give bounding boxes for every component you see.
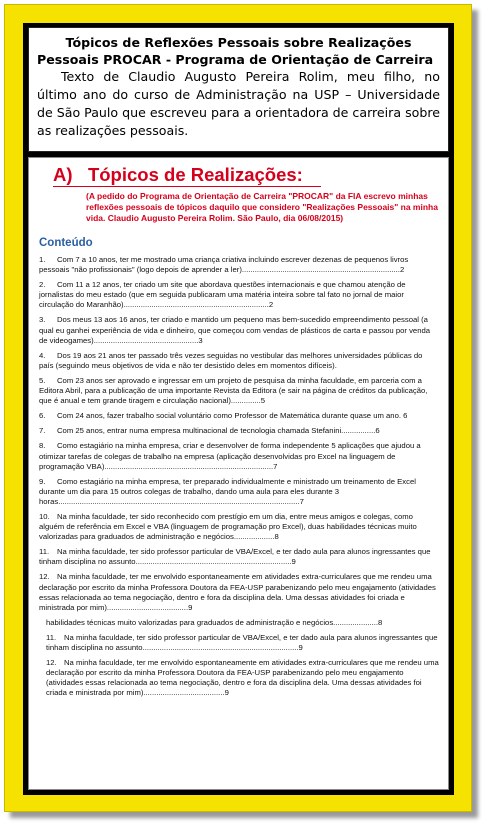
toc-entry-number: 11.	[39, 547, 50, 557]
toc-entry[interactable]	[39, 426, 439, 436]
toc-entry[interactable]	[39, 280, 439, 310]
toc-list-repeat	[39, 618, 439, 699]
toc-entry-text: Com 24 anos, fazer trabalho social voluntário como Professor de Matemática durante quase um ano. 6	[57, 411, 408, 421]
toc-entry[interactable]	[39, 255, 439, 275]
toc-entry-text: Com 23 anos ser aprovado e ingressar em um projeto de pesquisa da minha faculdade, em parceria com a Editora Abril, para a publicação de uma importante Revista da Editora (e sair na página de créditos da publicação, que é anual e tem grande tiragem e circulação nacional)..............5	[39, 375, 428, 406]
toc-entry[interactable]	[39, 512, 439, 542]
section-subtitle: (A pedido do Programa de Orientação de Carreira "PROCAR" da FIA escrevo minhas reflexões pessoais de tópicos daquilo que considero "Realizações Pessoais" na minha vida. Claudio Augusto Pereira Rolim. São Paulo, dia 06/08/2015)	[86, 191, 438, 223]
toc-entry-number: 3.	[39, 315, 46, 325]
document-page	[28, 157, 449, 790]
toc-entry[interactable]	[39, 477, 439, 507]
toc-entry-text: Na minha faculdade, ter me envolvido espontaneamente em atividades extra-curriculares que me rendeu uma declaração por escrito da minha Professora Doutora da FEA-USP parabenizando pelo meu engajamento (atividades essas relacionada ao tema negociação, dentro e fora da disciplina dela. Uma dessas atividades foi criada e ministrada por mim)......................................9	[39, 572, 436, 612]
toc-entry-number: 2.	[39, 280, 46, 290]
toc-entry[interactable]	[39, 376, 439, 406]
toc-entry[interactable]	[39, 351, 439, 371]
toc-entry-text: Com 25 anos, entrar numa empresa multinacional de tecnologia chamada Stefanini................6	[57, 426, 380, 436]
toc-entry[interactable]	[39, 572, 439, 612]
toc-entry[interactable]	[39, 315, 439, 345]
toc-entry-number: 8.	[39, 441, 46, 451]
toc-title: Conteúdo	[39, 237, 93, 249]
header-text: Texto de Claudio Augusto Pereira Rolim, meu filho, no último ano do curso de Administração na USP – Universidade de São Paulo que escreveu para a orientadora de carreira sobre as realizações pessoais.	[37, 69, 440, 138]
toc-entry-text: Na minha faculdade, ter sido reconhecido com prestígio em um dia, entre meus amigos e colegas, como alguém de referência em Excel e VBA (linguagem de programação pro Excel), duas habilidades técnicas muito valorizadas para graduados de administração e negócios...................8	[39, 511, 417, 542]
header-title-line1: Tópicos de Reflexões Pessoais sobre Realizações	[65, 35, 412, 50]
toc-entry-number: 7.	[39, 426, 46, 436]
toc-entry-text: Na minha faculdade, ter me envolvido espontaneamente em atividades extra-curriculares que me rendeu uma declaração por escrito da minha Professora Doutora da FEA-USP parabenizando pelo meu engajamento (atividades essas relacionada ao tema negociação, dentro e fora da disciplina dela. Uma dessas atividades foi criada e ministrada por mim)......................................9	[46, 658, 439, 698]
section-underline	[53, 186, 321, 187]
toc-entry-number: 1.	[39, 255, 46, 264]
toc-entry-number: 5.	[39, 375, 46, 385]
header-box	[28, 27, 449, 152]
toc-entry-number: 9.	[39, 476, 46, 486]
toc-entry-number: 6.	[39, 411, 46, 421]
toc-entry-number: 10.	[39, 511, 50, 521]
toc-entry-text: Como estagiário na minha empresa, ter preparado individualmente e ministrado um treinamento de Excel durante um dia para 15 outros colegas de trabalho, dando uma aula para eles durante 3 horas.................................................................................................................7	[39, 476, 416, 506]
toc-entry-number: 12.	[46, 658, 57, 668]
toc-entry[interactable]	[46, 618, 439, 628]
toc-entry-text: Dos meus 13 aos 16 anos, ter criado e mantido um pequeno mas bem-sucedido empreendimento pessoal (a qual eu ganhei experiência de vida e dinheiro, que começou com vendas de plásticos de carta e passou por venda de videogames).................................................3	[39, 315, 431, 345]
toc-entry-text: Na minha faculdade, ter sido professor particular de VBA/Excel, e ter dado aula para alunos ingressantes que tinham disciplina no assunto.........................................................................9	[46, 632, 438, 652]
toc-entry[interactable]	[39, 411, 439, 421]
toc-entry[interactable]	[46, 633, 439, 653]
toc-entry[interactable]	[39, 547, 439, 567]
toc-entry[interactable]	[39, 441, 439, 471]
section-heading	[53, 164, 439, 186]
toc-entry-number: 12.	[39, 572, 50, 582]
header-title-line2: Pessoais PROCAR - Programa de Orientação de Carreira	[37, 52, 434, 67]
yellow-frame	[4, 4, 472, 812]
toc-entry[interactable]	[46, 658, 439, 698]
toc-entry-text: Na minha faculdade, ter sido professor particular de VBA/Excel, e ter dado aula para alunos ingressantes que tinham disciplina no assunto.........................................................................9	[39, 547, 431, 567]
toc-entry-number: 11.	[46, 632, 57, 642]
header-title	[37, 34, 440, 68]
toc-entry-number: 4.	[39, 350, 46, 360]
toc-entry-text: Dos 19 aos 21 anos ter passado três vezes seguidas no vestibular das melhores universidades públicas do país (seguindo meus objetivos de vida e não ter desistido deles em momentos difíceis).	[39, 350, 423, 370]
section-title: Tópicos de Realizações:	[87, 164, 303, 185]
toc-entry-text: habilidades técnicas muito valorizadas para graduados de administração e negócios.....................8	[46, 617, 383, 627]
toc-entry-text: Com 11 a 12 anos, ter criado um site que abordava questões internacionais e que chamou atenção de jornalistas do meu estado (que em seguida publicaram uma matéria inteira sobre tal fato no jornal de maior circulação do Maranhão)....................................................................2	[39, 280, 406, 310]
section-letter: A)	[53, 164, 73, 185]
toc-list	[39, 255, 439, 613]
black-panel	[23, 23, 454, 795]
toc-entry-text: Com 7 a 10 anos, ter me mostrado uma criança criativa incluindo escrever dezenas de pequenos livros pessoais "não profissionais" (logo depois de aprender a ler)..........................................................................2	[39, 255, 409, 275]
toc-entry-text: Como estagiário na minha empresa, criar e desenvolver de forma independente 5 aplicações que ajudou a otimizar tarefas de colegas de trabalho na empresa (aplicação desenvolvidas pro Excel na linguagem de programação VBA)...............................................................................7	[39, 441, 421, 471]
